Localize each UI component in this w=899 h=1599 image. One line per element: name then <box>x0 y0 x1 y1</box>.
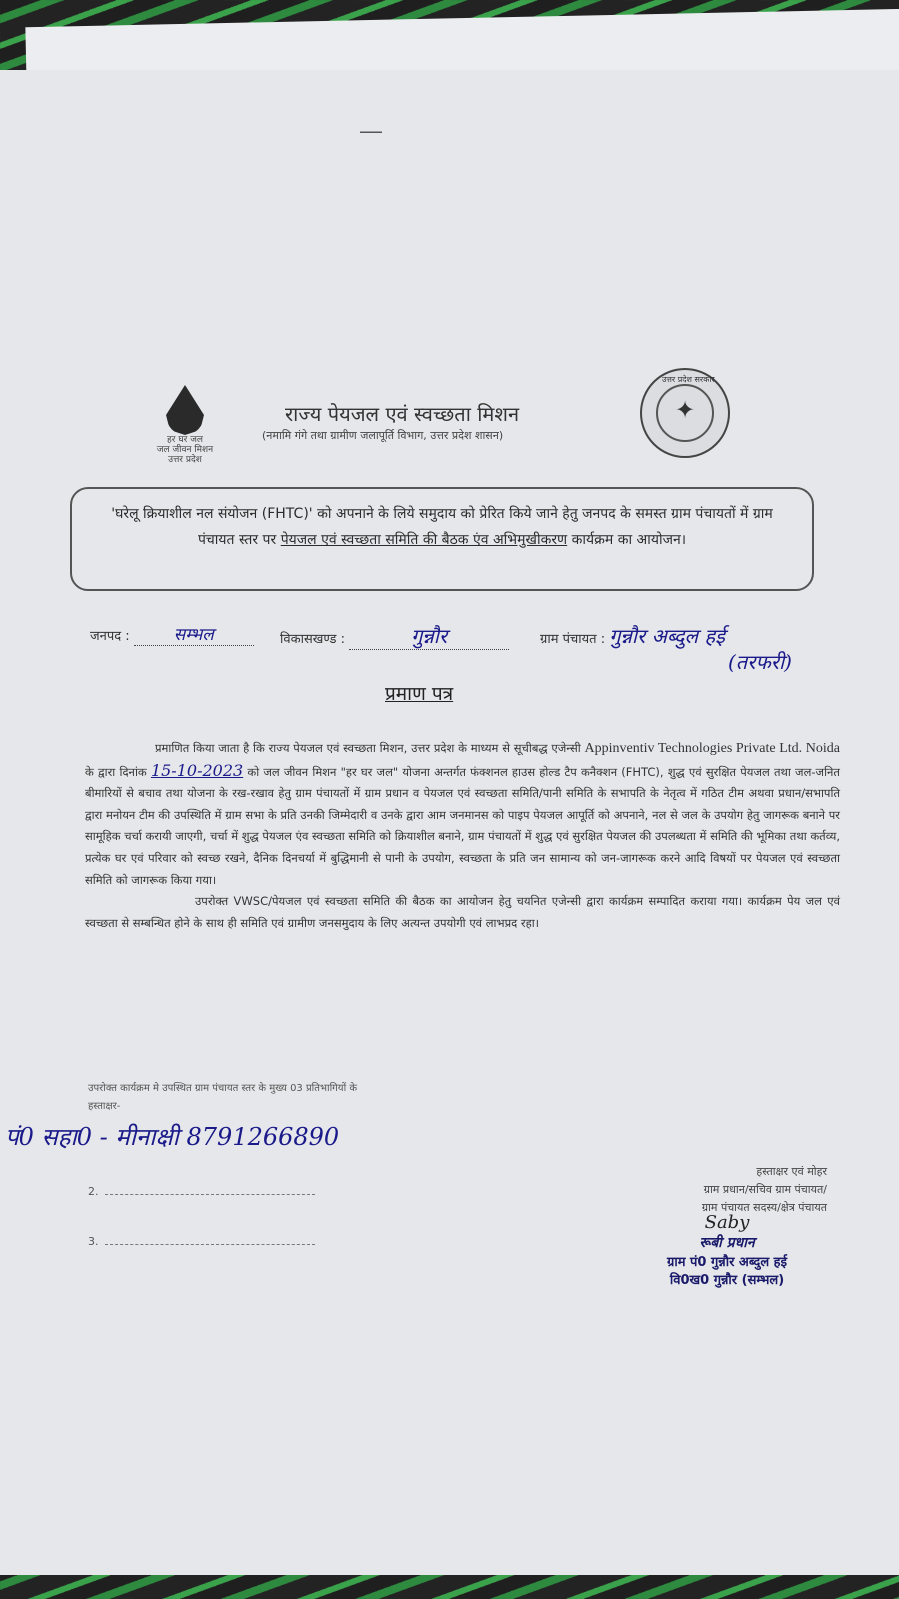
vikaskhand-label: विकासखण्ड : <box>280 632 346 647</box>
programme-date: 15-10-2023 <box>150 760 244 780</box>
pradhan-stamp <box>622 1212 832 1288</box>
signature-1: पं0 सहा0 - मीनाक्षी 8791266890 <box>5 1123 340 1151</box>
jal-jeevan-mission-logo <box>140 385 230 465</box>
signature-3-line: 3. <box>88 1235 315 1248</box>
janpad-label: जनपद : <box>90 629 130 644</box>
water-drop-icon <box>166 385 204 435</box>
signatory-block: हस्ताक्षर एवं मोहर ग्राम प्रधान/सचिव ग्राम पंचायत/ ग्राम पंचायत सदस्य/क्षेत्र पंचायत <box>701 1165 827 1214</box>
up-government-seal <box>640 368 730 458</box>
heading-text-1: 'घरेलू क्रियाशील नल संयोजन (FHTC)' को अपनाने के लिये समुदाय को प्रेरित किये जाने हेतु जनपद के समस्त ग्राम पंचायतों में ग्राम पंचायत स्तर पर <box>111 506 773 548</box>
heading-text-2: कार्यक्रम का आयोजन। <box>567 532 687 548</box>
seal-text: उत्तर प्रदेश सरकार <box>662 375 715 384</box>
certificate-title: प्रमाण पत्र <box>385 683 454 705</box>
gram-panchayat-value-2: (तरफरी) <box>728 650 792 674</box>
seal-emblem-icon: ✦ <box>675 397 696 424</box>
pradhan-signature: Saby <box>704 1212 750 1233</box>
stamp-panchayat: ग्राम पं0 गुन्नौर अब्दुल हई <box>667 1255 787 1270</box>
heading-underlined: पेयजल एवं स्वच्छता समिति की बैठक एंव अभिमुखीकरण <box>280 532 568 548</box>
stamp-block: वि0ख0 गुन्नौर (सम्भल) <box>669 1273 785 1288</box>
gram-panchayat-value: गुन्नौर अब्दुल हई <box>609 624 725 648</box>
logo-text-3: उत्तर प्रदेश <box>168 455 202 465</box>
vikaskhand-field <box>280 622 509 650</box>
gram-panchayat-field <box>540 622 725 649</box>
logo-text-2: जल जीवन मिशन <box>156 445 214 455</box>
vikaskhand-value: गुन्नौर <box>411 624 448 648</box>
stamp-name: रूबी प्रधान <box>699 1235 755 1251</box>
janpad-value: सम्भल <box>173 625 214 645</box>
janpad-field <box>90 622 254 646</box>
mission-title: राज्य पेयजल एवं स्वच्छता मिशन <box>285 402 520 426</box>
mission-subtitle: (नमामि गंगे तथा ग्रामीण जलापूर्ति विभाग, उत्तर प्रदेश शासन) <box>262 429 504 442</box>
agency-name: Appinventiv Technologies Private Ltd. Noida <box>584 741 840 756</box>
signature-intro: उपरोक्त कार्यक्रम मे उपस्थित ग्राम पंचायत स्तर के मुख्य 03 प्रतिभागियों के हस्ताक्षर- <box>88 1083 358 1112</box>
paragraph-2: उपरोक्त VWSC/पेयजल एवं स्वच्छता समिति की बैठक का आयोजन हेतु चयनित एजेन्सी द्वारा कार्यक्रम सम्पादित कराया गया। कार्यक्रम पेय जल एवं स्वच्छता से सम्बन्धित होने के साथ ही समिति एवं ग्रामीण जनसमुदाय के लिए अत्यन्त उपयोगी एवं लाभप्रद रहा। <box>85 894 840 930</box>
paragraph-1: प्रमाणित किया जाता है कि राज्य पेयजल एवं स्वच्छता मिशन, उत्तर प्रदेश के माध्यम से सूचीबद्ध एजेन्सी Appinventiv Technologies Private Ltd. Noida के द्वारा दिनांक 15-10-2023 को जल जीवन मिशन "हर घर जल" योजना अन्तर्गत फंक्शनल हाउस होल्ड टैप कनैक्शन (FHTC), शुद्ध एवं सुरक्षित पेयजल तथा जल-जनित बीमारियों से बचाव तथा योजना के रख-रखाव हेतु ग्राम पंचायतों में ग्राम प्रधान व पेयजल एवं स्वच्छता समिति/पानी समिति के सभापति के नेतृत्व में गठित टीम अथवा प्रधान/सभापति द्वारा मनोयन टीम की उपस्थिति में ग्राम सभा के प्रति उनकी जिम्मेदारी व उनके द्वारा आम जनमानस को पाइप पेयजल आपूर्ति को अपनाने, नल से जल के उपयोग हेतु जागरूक बनाने पर सामूहिक चर्चा करायी जाएगी, चर्चा में शुद्ध पेयजल एंव स्वच्छता समिति को क्रियाशील बनाने, ग्राम पंचायतों में शुद्ध एवं सुरक्षित पेयजल की उपलब्धता में समिति की भूमिका तथा कर्तव्य, प्रत्येक घर एवं परिवार को स्वच्छ रखने, दैनिक दिनचर्या में बुद्धिमानी से पानी के उपयोग, स्वच्छता के प्रति जन सामान्य को जन-जागरूक करने आदि विषयों पर पेयजल एवं स्वच्छता समिति को जागरूक किया गया। <box>85 741 840 887</box>
top-pen-mark: — <box>360 118 382 143</box>
logo-text-1: हर घर जल <box>167 435 203 445</box>
signature-2-line: 2. <box>88 1185 315 1198</box>
certificate-body <box>85 738 840 934</box>
gram-panchayat-label: ग्राम पंचायत : <box>540 632 606 647</box>
programme-heading <box>70 487 814 591</box>
